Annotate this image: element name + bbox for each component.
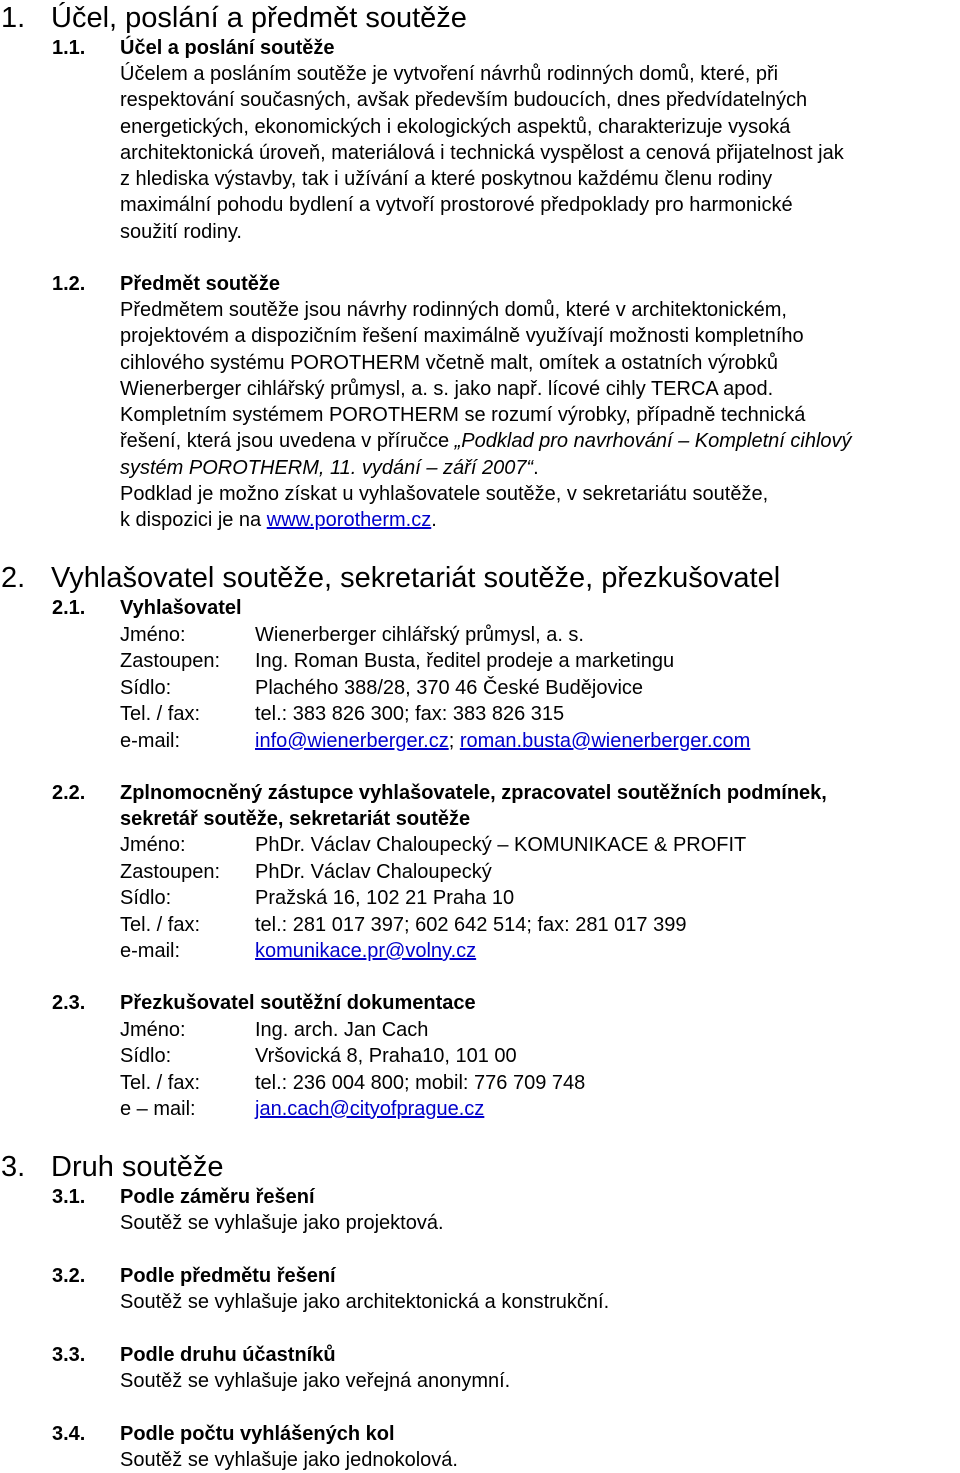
subsection-title: Přezkušovatel soutěžní dokumentace bbox=[120, 992, 476, 1014]
field-label: Tel. / fax: bbox=[120, 914, 201, 936]
subsection-3-4-heading bbox=[52, 1421, 395, 1447]
field-value: tel.: 281 017 397; 602 642 514; fax: 281 017 399 bbox=[255, 914, 687, 936]
subsection-title: Podle počtu vyhlášených kol bbox=[120, 1423, 395, 1445]
text-line: respektování současných, avšak především budoucích, dnes předvídatelných bbox=[120, 89, 808, 112]
subsection-2-3-heading bbox=[52, 990, 476, 1016]
contact-row-phone bbox=[120, 1070, 585, 1096]
field-label: Sídlo: bbox=[120, 677, 172, 699]
subsection-title: Předmět soutěže bbox=[120, 273, 281, 295]
subsection-number: 3.3. bbox=[52, 1344, 86, 1366]
text-line: soužití rodiny. bbox=[120, 220, 242, 243]
text-line: Kompletním systémem POROTHERM se rozumí výrobky, případně technická bbox=[120, 404, 806, 427]
text-line: Wienerberger cihlářský průmysl, a. s. jako např. lícové cihly TERCA apod. bbox=[120, 377, 774, 400]
field-label: Tel. / fax: bbox=[120, 703, 201, 725]
subsection-3-3-heading bbox=[52, 1342, 336, 1368]
text-line: Účelem a posláním soutěže je vytvoření návrhů rodinných domů, které, při bbox=[120, 63, 779, 85]
text-line: Podklad je možno získat u vyhlašovatele soutěže, v sekretariátu soutěže, bbox=[120, 483, 769, 506]
subsection-number: 2.1. bbox=[52, 597, 86, 619]
contact-row-email bbox=[120, 728, 750, 754]
field-label: e-mail: bbox=[120, 940, 181, 962]
text-line: z hlediska výstavby, tak i užívání a které poskytnou každému členu rodiny bbox=[120, 168, 773, 191]
subsection-3-3-text: Soutěž se vyhlašuje jako veřejná anonymní. bbox=[120, 1370, 511, 1392]
subsection-1-2-heading bbox=[52, 271, 280, 297]
text-line bbox=[120, 507, 960, 533]
text-span: k dispozici je na bbox=[120, 509, 267, 532]
section-2-heading bbox=[1, 562, 780, 594]
field-label: Zastoupen: bbox=[120, 650, 221, 672]
subsection-title: Zplnomocněný zástupce vyhlašovatele, zpracovatel soutěžních podmínek, bbox=[120, 782, 827, 804]
field-value: PhDr. Václav Chaloupecký bbox=[255, 861, 492, 883]
contact-row-name bbox=[120, 832, 746, 858]
field-label: e – mail: bbox=[120, 1098, 196, 1120]
porotherm-link[interactable]: www.porotherm.cz bbox=[266, 509, 432, 532]
email-link-info[interactable]: info@wienerberger.cz bbox=[255, 730, 449, 752]
field-value: Wienerberger cihlářský průmysl, a. s. bbox=[255, 624, 584, 646]
text-line: architektonická úroveň, materiálová i technická vyspělost a cenová přijatelnost jak bbox=[120, 141, 844, 164]
contact-row-email bbox=[120, 938, 476, 964]
subsection-2-1-heading bbox=[52, 595, 242, 621]
field-label: Sídlo: bbox=[120, 887, 172, 909]
field-value: tel.: 236 004 800; mobil: 776 709 748 bbox=[255, 1072, 586, 1094]
section-number: 3. bbox=[1, 1151, 26, 1183]
contact-row-email bbox=[120, 1096, 484, 1122]
subsection-3-4-text: Soutěž se vyhlašuje jako jednokolová. bbox=[120, 1449, 458, 1471]
contact-row-representative bbox=[120, 648, 674, 674]
subsection-title: Vyhlašovatel bbox=[120, 597, 242, 619]
email-link-komunikace[interactable]: komunikace.pr@volny.cz bbox=[255, 940, 477, 962]
contact-row-address bbox=[120, 675, 643, 701]
text-span: řešení, která jsou uvedena v příručce bbox=[120, 430, 455, 453]
subsection-title: Podle předmětu řešení bbox=[120, 1265, 336, 1287]
field-value: Vršovická 8, Praha10, 101 00 bbox=[255, 1045, 517, 1067]
contact-row-name bbox=[120, 622, 584, 648]
subsection-number: 3.4. bbox=[52, 1423, 86, 1445]
field-label: Jméno: bbox=[120, 1019, 186, 1041]
subsection-number: 1.2. bbox=[52, 273, 86, 295]
subsection-1-1-heading bbox=[52, 35, 335, 61]
section-title: Druh soutěže bbox=[51, 1151, 224, 1183]
subsection-title: Účel a poslání soutěže bbox=[120, 37, 335, 59]
section-title: Vyhlašovatel soutěže, sekretariát soutěže, přezkušovatel bbox=[51, 562, 781, 594]
contact-row-phone bbox=[120, 701, 564, 727]
subsection-3-2-text: Soutěž se vyhlašuje jako architektonická a konstrukční. bbox=[120, 1291, 610, 1313]
field-value: tel.: 383 826 300; fax: 383 826 315 bbox=[255, 703, 565, 725]
paragraph-1-2 bbox=[120, 297, 960, 534]
email-link-busta[interactable]: roman.busta@wienerberger.com bbox=[459, 730, 751, 752]
contact-row-phone bbox=[120, 912, 686, 938]
text-line: energetických, ekonomických i ekologických aspektů, charakterizuje vysoká bbox=[120, 115, 791, 138]
field-label: Tel. / fax: bbox=[120, 1072, 201, 1094]
email-link-cach[interactable]: jan.cach@cityofprague.cz bbox=[255, 1098, 485, 1120]
field-label: e-mail: bbox=[120, 730, 181, 752]
subsection-title: Podle druhu účastníků bbox=[120, 1344, 336, 1366]
subsection-3-1-text: Soutěž se vyhlašuje jako projektová. bbox=[120, 1212, 444, 1234]
text-span: . bbox=[533, 456, 539, 479]
section-number: 1. bbox=[1, 2, 26, 34]
subsection-3-1-heading bbox=[52, 1184, 315, 1210]
subsection-number: 2.3. bbox=[52, 992, 86, 1014]
field-value: Pražská 16, 102 21 Praha 10 bbox=[255, 887, 515, 909]
text-line: projektovém a dispozičním řešení maximálně využívají možnosti kompletního bbox=[120, 325, 804, 348]
email-separator: ; bbox=[448, 730, 460, 752]
contact-row-address bbox=[120, 885, 514, 911]
section-title: Účel, poslání a předmět soutěže bbox=[51, 2, 467, 34]
contact-row-representative bbox=[120, 859, 492, 885]
subsection-2-2-heading-cont: sekretář soutěže, sekretariát soutěže bbox=[120, 808, 471, 830]
publication-title-cont: systém POROTHERM, 11. vydání – září 2007“ bbox=[120, 456, 534, 479]
field-value: Plachého 388/28, 370 46 České Budějovice bbox=[255, 677, 644, 699]
paragraph-1-1 bbox=[120, 61, 960, 245]
text-line: Předmětem soutěže jsou návrhy rodinných domů, které v architektonickém, bbox=[120, 299, 787, 321]
contact-row-address bbox=[120, 1043, 517, 1069]
subsection-2-2-heading bbox=[52, 780, 827, 806]
section-number: 2. bbox=[1, 562, 26, 594]
field-label: Jméno: bbox=[120, 834, 186, 856]
subsection-title: Podle záměru řešení bbox=[120, 1186, 315, 1208]
field-label: Jméno: bbox=[120, 624, 186, 646]
subsection-number: 1.1. bbox=[52, 37, 86, 59]
field-value: Ing. arch. Jan Cach bbox=[255, 1019, 429, 1041]
text-line bbox=[120, 455, 960, 481]
publication-title: „Podklad pro navrhování – Kompletní cihlový bbox=[454, 430, 852, 453]
subsection-3-2-heading bbox=[52, 1263, 336, 1289]
contact-row-name bbox=[120, 1017, 428, 1043]
subsection-number: 3.2. bbox=[52, 1265, 86, 1287]
text-span: . bbox=[431, 509, 437, 532]
field-value: Ing. Roman Busta, ředitel prodeje a marketingu bbox=[255, 650, 675, 672]
subsection-number: 3.1. bbox=[52, 1186, 86, 1208]
field-value: PhDr. Václav Chaloupecký – KOMUNIKACE & PROFIT bbox=[255, 834, 747, 856]
text-line bbox=[120, 428, 960, 454]
text-line: maximální pohodu bydlení a vytvoří prostorové předpoklady pro harmonické bbox=[120, 194, 793, 217]
section-1-heading bbox=[1, 2, 467, 34]
field-label: Zastoupen: bbox=[120, 861, 221, 883]
subsection-number: 2.2. bbox=[52, 782, 86, 804]
text-line: cihlového systému POROTHERM včetně malt, omítek a ostatních výrobků bbox=[120, 351, 779, 374]
field-label: Sídlo: bbox=[120, 1045, 172, 1067]
section-3-heading bbox=[1, 1151, 224, 1183]
